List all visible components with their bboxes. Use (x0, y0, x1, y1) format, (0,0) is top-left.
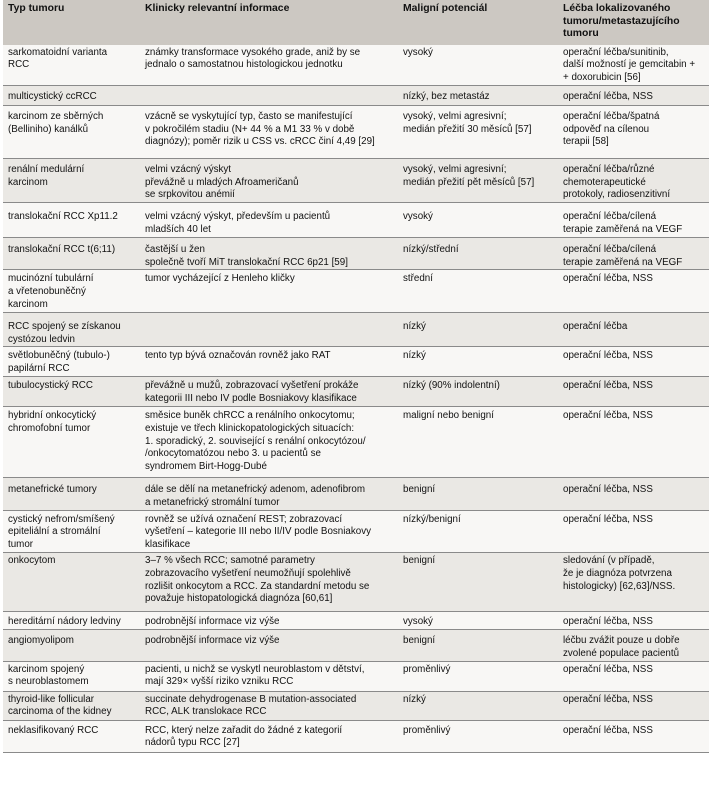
cell-line: operační léčba/špatná (563, 110, 660, 122)
cell-line: společně tvoří MiT translokační RCC 6p21 [59] (145, 256, 348, 268)
cell-line: podrobnější informace viz výše (145, 616, 280, 628)
cell-tumor-type (3, 85, 140, 105)
cell-treatment (558, 553, 709, 612)
table-header (3, 0, 709, 45)
cell-line: benigní (403, 484, 436, 496)
cell-line: převážně u mužů, zobrazovací vyšetření prokáže (145, 380, 359, 392)
cell-line: se srpkovitou anémií (145, 189, 235, 201)
table-row (3, 612, 709, 630)
cell-line: nízký (90% indolentní) (403, 380, 500, 392)
table-row (3, 661, 709, 691)
cell-line: vysoký (403, 616, 433, 628)
cell-treatment (558, 612, 709, 630)
cell-malignant-potential (398, 407, 558, 478)
cell-line: onkocytom (8, 555, 56, 567)
cell-malignant-potential (398, 312, 558, 347)
cell-line: tumor (8, 539, 34, 551)
cell-line: 1. sporadický, 2. související s renální onkocytózou/ (145, 435, 366, 447)
cell-clinical-info (140, 478, 398, 511)
cell-line: nízký (403, 693, 426, 705)
cell-clinical-info (140, 691, 398, 720)
cell-line: nízký, bez metastáz (403, 90, 490, 102)
table-row (3, 85, 709, 105)
cell-line: metanefrické tumory (8, 484, 97, 496)
cell-malignant-potential (398, 661, 558, 691)
cell-clinical-info (140, 407, 398, 478)
cell-malignant-potential (398, 691, 558, 720)
cell-line: operační léčba, NSS (563, 380, 653, 392)
cell-clinical-info (140, 105, 398, 158)
cell-line: renální medulární (8, 163, 85, 175)
cell-line: 3–7 % všech RCC; samotné parametry (145, 555, 315, 567)
cell-line: vysoký, velmi agresivní; (403, 163, 507, 175)
cell-line: zobrazovacího vyšetření neumožňují spolehlivě (145, 567, 351, 579)
cell-tumor-type (3, 661, 140, 691)
cell-tumor-type (3, 553, 140, 612)
cell-tumor-type (3, 158, 140, 202)
cell-malignant-potential (398, 630, 558, 662)
cell-clinical-info (140, 510, 398, 552)
cell-line: angiomyolipom (8, 635, 74, 647)
table-row (3, 720, 709, 752)
cell-treatment (558, 510, 709, 552)
cell-malignant-potential (398, 720, 558, 752)
cell-tumor-type (3, 377, 140, 407)
cell-line: succinate dehydrogenase B mutation-associated (145, 693, 357, 705)
cell-line: vysoký (403, 211, 433, 223)
cell-clinical-info (140, 158, 398, 202)
cell-line: kategorii III nebo IV podle Bosniakovy klasifikace (145, 392, 357, 404)
cell-treatment (558, 203, 709, 238)
cell-line: častější u žen (145, 243, 205, 255)
cell-line: karcinom spojený (8, 663, 85, 675)
cell-line: léčbu zvážit pouze u dobře (563, 635, 680, 647)
table-body (3, 45, 709, 753)
cell-line: nízký (403, 350, 426, 362)
cell-treatment (558, 630, 709, 662)
cell-line: klasifikace (145, 539, 191, 551)
cell-line: velmi vzácný výskyt, především u pacientů (145, 211, 331, 223)
cell-line: medián přežití 30 měsíců [57] (403, 123, 532, 135)
cell-line: translokační RCC t(6;11) (8, 243, 116, 255)
cell-line: medián přežití pět měsíců [57] (403, 176, 535, 188)
cell-line: + doxorubicin [56] (563, 72, 641, 84)
cell-line: maligní nebo benigní (403, 410, 494, 422)
cell-treatment (558, 45, 709, 86)
cell-line: nízký/střední (403, 243, 459, 255)
cell-treatment (558, 661, 709, 691)
cell-tumor-type (3, 478, 140, 511)
cell-line: proměnlivý (403, 724, 451, 736)
cell-line: histologicky) [62,63]/NSS. (563, 580, 676, 592)
cell-line: další možností je gemcitabin + (563, 59, 696, 71)
cell-line: diagnózy); poměr rizik u CSS vs. cRCC činí 4,49 [29] (145, 136, 375, 148)
cell-clinical-info (140, 661, 398, 691)
cell-tumor-type (3, 407, 140, 478)
header-row (3, 0, 709, 45)
cell-line: a metanefrický stromální tumor (145, 496, 280, 508)
cell-line: operační léčba, NSS (563, 410, 653, 422)
cell-treatment (558, 237, 709, 270)
cell-line: epiteliální a stromální (8, 526, 101, 538)
cell-malignant-potential (398, 45, 558, 86)
table-row (3, 553, 709, 612)
cell-clinical-info (140, 720, 398, 752)
cell-treatment (558, 270, 709, 312)
cell-malignant-potential (398, 158, 558, 202)
cell-line: benigní (403, 635, 436, 647)
table-row (3, 510, 709, 552)
cell-malignant-potential (398, 478, 558, 511)
table-row (3, 407, 709, 478)
cell-line: cystózou ledvin (8, 333, 75, 345)
header-tumor-type: Typ tumoru (3, 0, 140, 45)
cell-tumor-type (3, 630, 140, 662)
header-treatment-line: tumoru/metastazujícího (563, 15, 680, 27)
cell-malignant-potential (398, 237, 558, 270)
cell-clinical-info (140, 237, 398, 270)
cell-clinical-info (140, 612, 398, 630)
cell-line: střední (403, 273, 433, 285)
table-row (3, 45, 709, 86)
cell-line: tubulocystický RCC (8, 380, 93, 392)
cell-line: RCC spojený se získanou (8, 320, 121, 332)
cell-line: carcinoma of the kidney (8, 706, 112, 718)
cell-treatment (558, 85, 709, 105)
table-row (3, 377, 709, 407)
cell-line: rozlišit onkocytom a RCC. Za standardní metodu se (145, 580, 370, 592)
cell-line: tumor vycházející z Henleho kličky (145, 273, 295, 285)
header-treatment-line: Léčba lokalizovaného (563, 3, 671, 14)
cell-line: multicystický ccRCC (8, 90, 97, 102)
table-row (3, 630, 709, 662)
cell-line: RCC (8, 59, 30, 71)
cell-clinical-info (140, 312, 398, 347)
cell-line: vysoký, velmi agresivní; (403, 110, 507, 122)
cell-treatment (558, 720, 709, 752)
cell-line: operační léčba, NSS (563, 616, 653, 628)
cell-line: operační léčba, NSS (563, 693, 653, 705)
cell-line: považuje histopatologická diagnóza [60,61] (145, 593, 333, 605)
cell-line: /onkocytomatózou nebo 3. u pacientů se (145, 448, 321, 460)
cell-line: směsice buněk chRCC a renálního onkocytomu; (145, 410, 355, 422)
tumor-table (3, 0, 709, 753)
table-row (3, 312, 709, 347)
cell-treatment (558, 158, 709, 202)
cell-line: operační léčba, NSS (563, 350, 653, 362)
cell-line: vysoký (403, 46, 433, 58)
cell-malignant-potential (398, 612, 558, 630)
cell-malignant-potential (398, 270, 558, 312)
cell-line: zvolené populace pacientů (563, 647, 680, 659)
cell-tumor-type (3, 720, 140, 752)
cell-clinical-info (140, 270, 398, 312)
cell-line: RCC, který nelze zařadit do žádné z kategorií (145, 724, 343, 736)
header-clinical-info: Klinicky relevantní informace (140, 0, 398, 45)
cell-line: sledování (v případě, (563, 555, 655, 567)
cell-tumor-type (3, 510, 140, 552)
cell-line: že je diagnóza potvrzena (563, 567, 672, 579)
cell-line: operační léčba, NSS (563, 724, 653, 736)
cell-line: operační léčba, NSS (563, 273, 653, 285)
table-row (3, 478, 709, 511)
cell-clinical-info (140, 377, 398, 407)
cell-line: RCC, ALK translokace RCC (145, 706, 267, 718)
cell-tumor-type (3, 45, 140, 86)
header-treatment (558, 0, 709, 45)
cell-line: operační léčba, NSS (563, 90, 653, 102)
cell-line: odpověď na cílenou (563, 123, 650, 135)
cell-treatment (558, 377, 709, 407)
cell-line: mucinózní tubulární (8, 273, 94, 285)
cell-line: terapie zaměřená na VEGF (563, 224, 683, 236)
cell-treatment (558, 347, 709, 377)
cell-line: operační léčba/cílená (563, 211, 657, 223)
cell-line: karcinom ze sběrných (8, 110, 104, 122)
cell-line: cystický nefrom/smíšený (8, 513, 115, 525)
cell-line: protokoly, radiosenzitivní (563, 189, 671, 201)
cell-line: dále se dělí na metanefrický adenom, adenofibrom (145, 484, 366, 496)
table-row (3, 237, 709, 270)
cell-line: známky transformace vysokého grade, aniž by se (145, 46, 361, 58)
cell-malignant-potential (398, 377, 558, 407)
cell-line: vyšetření – kategorie III nebo II/IV podle Bosniakovy (145, 526, 372, 538)
table-row (3, 347, 709, 377)
cell-line: operační léčba/sunitinib, (563, 46, 669, 58)
cell-treatment (558, 105, 709, 158)
cell-malignant-potential (398, 203, 558, 238)
cell-line: chemoterapeutické (563, 176, 646, 188)
cell-line: převážně u mladých Afroameričanů (145, 176, 299, 188)
cell-tumor-type (3, 691, 140, 720)
header-malignant-potential: Maligní potenciál (398, 0, 558, 45)
cell-line: hybridní onkocytický (8, 410, 97, 422)
cell-treatment (558, 691, 709, 720)
cell-treatment (558, 478, 709, 511)
cell-malignant-potential (398, 105, 558, 158)
cell-tumor-type (3, 237, 140, 270)
cell-line: nízký/benigní (403, 513, 461, 525)
cell-line: a vřetenobuněčný (8, 286, 86, 298)
cell-clinical-info (140, 630, 398, 662)
cell-tumor-type (3, 105, 140, 158)
cell-line: existuje ve třech klinickopatologických situacích: (145, 422, 355, 434)
cell-malignant-potential (398, 85, 558, 105)
cell-line: jednalo o samostatnou histologickou jednotku (145, 59, 343, 71)
cell-line: karcinom (8, 176, 48, 188)
cell-line: v pokročilém stadiu (N+ 44 % a M1 33 % v době (145, 123, 355, 135)
cell-clinical-info (140, 45, 398, 86)
cell-line: operační léčba/cílená (563, 243, 657, 255)
cell-line: terapie zaměřená na VEGF (563, 256, 683, 268)
cell-tumor-type (3, 612, 140, 630)
cell-line: syndromem Birt-Hogg-Dubé (145, 461, 267, 473)
cell-line: pacienti, u nichž se vyskytl neuroblastom v dětství, (145, 663, 365, 675)
cell-line: velmi vzácný výskyt (145, 163, 232, 175)
cell-line: podrobnější informace viz výše (145, 635, 280, 647)
cell-treatment (558, 407, 709, 478)
header-treatment-line: tumoru (563, 28, 599, 39)
cell-clinical-info (140, 553, 398, 612)
table-row (3, 203, 709, 238)
table-row (3, 105, 709, 158)
cell-line: operační léčba (563, 320, 628, 332)
cell-line: operační léčba, NSS (563, 484, 653, 496)
cell-clinical-info (140, 203, 398, 238)
cell-line: hereditární nádory ledviny (8, 616, 121, 628)
cell-line: tento typ bývá označován rovněž jako RAT (145, 350, 331, 362)
table-row (3, 691, 709, 720)
table-row (3, 270, 709, 312)
cell-tumor-type (3, 312, 140, 347)
cell-line: thyroid-like follicular (8, 693, 95, 705)
cell-line: (Belliniho) kanálků (8, 123, 89, 135)
cell-line: terapii [58] (563, 136, 609, 148)
cell-line: neklasifikovaný RCC (8, 724, 99, 736)
cell-line: translokační RCC Xp11.2 (8, 211, 118, 223)
cell-line: benigní (403, 555, 436, 567)
cell-line: světlobuněčný (tubulo-) (8, 350, 110, 362)
cell-line: operační léčba, NSS (563, 663, 653, 675)
cell-tumor-type (3, 347, 140, 377)
cell-line: s neuroblastomem (8, 676, 89, 688)
cell-line: nízký (403, 320, 426, 332)
cell-line: chromofobní tumor (8, 422, 91, 434)
cell-line: nádorů typu RCC [27] (145, 737, 240, 749)
cell-line: vzácně se vyskytující typ, často se manifestující (145, 110, 353, 122)
table-row (3, 158, 709, 202)
cell-line: karcinom (8, 299, 48, 311)
cell-line: rovněž se užívá označení REST; zobrazovací (145, 513, 343, 525)
cell-line: papilární RCC (8, 363, 70, 375)
cell-line: operační léčba, NSS (563, 513, 653, 525)
cell-malignant-potential (398, 553, 558, 612)
cell-tumor-type (3, 270, 140, 312)
cell-line: operační léčba/různé (563, 163, 655, 175)
cell-clinical-info (140, 85, 398, 105)
cell-line: sarkomatoidní varianta (8, 46, 108, 58)
cell-tumor-type (3, 203, 140, 238)
cell-malignant-potential (398, 510, 558, 552)
cell-line: proměnlivý (403, 663, 451, 675)
cell-line: mladších 40 let (145, 224, 211, 236)
cell-malignant-potential (398, 347, 558, 377)
cell-treatment (558, 312, 709, 347)
cell-clinical-info (140, 347, 398, 377)
cell-line: mají 329× vyšší riziko vzniku RCC (145, 676, 294, 688)
